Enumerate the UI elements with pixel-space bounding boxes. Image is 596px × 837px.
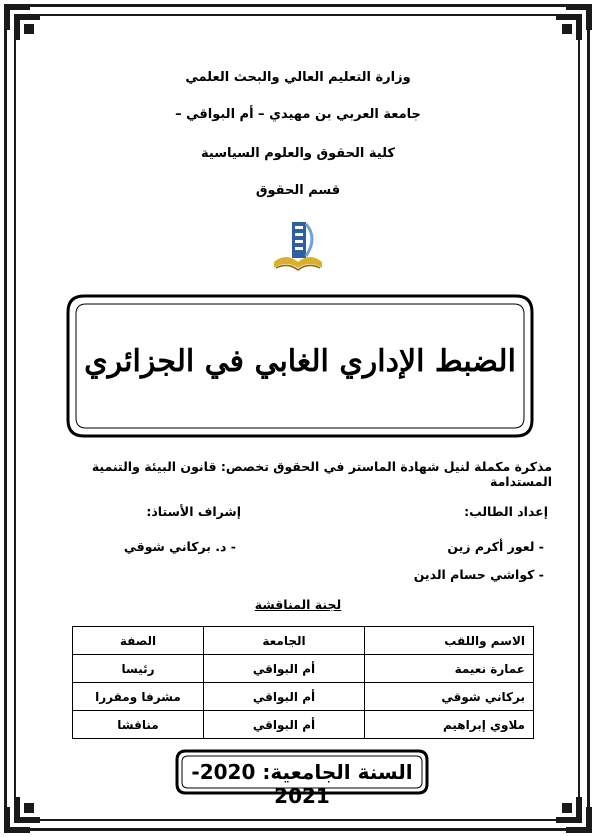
faculty-name: كلية الحقوق والعلوم السياسية [201, 146, 395, 161]
table-cell: أم البواقي [204, 655, 365, 683]
corner-ornament-icon [0, 789, 48, 837]
table-cell: بركاني شوقي [365, 683, 534, 711]
university-logo-icon [270, 218, 326, 276]
academic-year: السنة الجامعية: 2020-2021 [191, 760, 413, 808]
table-cell: عمارة نعيمة [365, 655, 534, 683]
student-name: - لعور أكرم زين [447, 539, 544, 554]
department-name: قسم الحقوق [255, 183, 341, 198]
corner-ornament-icon [0, 0, 48, 48]
table-row [73, 683, 534, 711]
table-cell: مناقشا [73, 711, 204, 739]
table-header-cell: الاسم واللقب [365, 627, 534, 655]
title-frame [64, 292, 536, 440]
supervisor-name: - د. بركاني شوقي [123, 539, 236, 554]
table-cell: مشرفا ومقررا [73, 683, 204, 711]
table-cell: ملاوي إبراهيم [365, 711, 534, 739]
university-name: جامعة العربي بن مهيدي – أم البواقي – [175, 107, 421, 122]
thesis-title: الضبط الإداري الغابي في الجزائري [84, 344, 516, 379]
corner-ornament-icon [548, 0, 596, 48]
table-cell: أم البواقي [204, 683, 365, 711]
table-header-cell: الجامعة [204, 627, 365, 655]
table-row [73, 655, 534, 683]
thesis-subtitle: مذكرة مكملة لنيل شهادة الماستر في الحقوق تخصص: قانون البيئة والتنمية المستدامة [91, 459, 552, 489]
table-cell: أم البواقي [204, 711, 365, 739]
students-label: إعداد الطالب: [464, 504, 548, 519]
table-cell: رئيسا [73, 655, 204, 683]
table-header-cell: الصفة [73, 627, 204, 655]
academic-year-frame [174, 748, 430, 808]
corner-ornament-icon [548, 789, 596, 837]
table-header-row [73, 627, 534, 655]
table-row [73, 711, 534, 739]
committee-table [72, 626, 534, 739]
student-name: - كواشي حسام الدين [413, 567, 544, 582]
committee-title: لجنة المناقشة [254, 597, 342, 612]
supervisor-label: إشراف الأستاذ: [146, 504, 241, 519]
ministry-name: وزارة التعليم العالي والبحث العلمي [185, 70, 411, 85]
